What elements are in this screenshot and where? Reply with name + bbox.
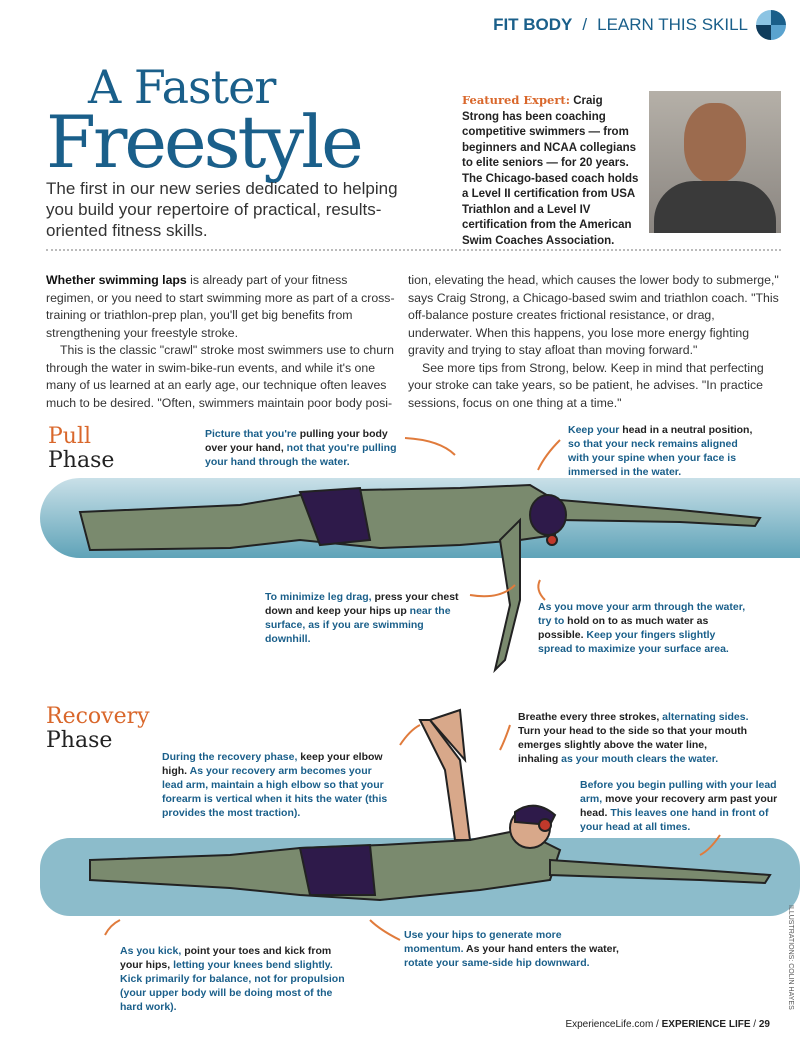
recovery-phase-title (46, 705, 150, 753)
page-number: 29 (758, 1019, 770, 1030)
recovery-note4-b: point your toes and kick from your hips, (120, 945, 332, 971)
recovery-note5-b: As your hand enters the water, (463, 943, 619, 955)
recovery-note3-b: move your recovery arm past your head. (580, 793, 778, 819)
recovery-title-a: Recovery (46, 704, 150, 729)
recovery-note2-c: Turn your head to the side so that your mouth emerges slightly above the water line, inhaling (518, 725, 748, 765)
pull-note1-a: Picture that you're (205, 428, 300, 440)
expert-bio: Craig Strong has been coaching competitive swimmers — from beginners and NCAA collegians to elite seniors — for 20 years. The Chicago-based coach holds a Level II certification from USA Triathlon and a Level IV certification from the American Swim Coaches Association. (462, 95, 639, 247)
recovery-note1-b: keep your elbow high. (162, 751, 383, 777)
pull-note4-a: As you move your arm through the water, try to (538, 601, 746, 627)
recovery-title-b: Phase (46, 728, 113, 753)
recovery-note3-a: Before you begin pulling with your lead arm, (580, 779, 777, 805)
pull-note3-c: near the surface, as if you are swimming downhill. (265, 605, 451, 645)
title-line-1: A Faster (88, 60, 276, 114)
recovery-note-1 (162, 750, 392, 820)
recovery-note-4 (120, 944, 355, 1014)
footer-magazine: EXPERIENCE LIFE (661, 1019, 751, 1030)
article-p2: This is the classic "crawl" stroke most swimmers use to churn through the water in swim-bike-run events, and while it's one many of us learned at an early age, our technique often leaves much to be desired. "Often, swimmers maintain poor body posi- (46, 343, 394, 410)
pull-note4-c: Keep your fingers slightly spread to maximize your surface area. (538, 629, 729, 655)
pull-title-a: Pull (48, 424, 92, 449)
recovery-note5-c: rotate your same-side hip downward. (404, 957, 590, 969)
section-name: FIT BODY (493, 15, 573, 34)
footer-sep: / (653, 1019, 662, 1030)
recovery-note3-c: This leaves one hand in front of your head at all times. (580, 807, 769, 833)
pull-note4-b: hold on to as much water as possible. (538, 615, 709, 641)
title-line-2: Freestyle (46, 100, 361, 184)
pull-note3-a: To minimize leg drag, (265, 591, 375, 603)
article-p3: tion, elevating the head, which causes the lower body to submerge," says Craig Strong, a Chicago-based swim and triathlon coach. "This off-balance posture creates frictional resistance, or drag, underwater. When this happens, you lose more energy fighting gravity and trying to stay afloat than moving forward." (408, 273, 779, 357)
article-p1: is already part of your fitness regimen, or you need to start swimming more as part of a cross-training or triathlon-prep plan, you'll get big benefits from strengthening your freestyle stroke. (46, 273, 395, 340)
pull-note1-c: not that you're pulling your hand through the water. (205, 442, 397, 468)
recovery-note4-a: As you kick, (120, 945, 185, 957)
pull-note2-b: head in a neutral position, (622, 424, 753, 436)
recovery-note-2 (518, 710, 750, 766)
pull-note-1 (205, 427, 405, 469)
recovery-note2-a: Breathe every three strokes, (518, 711, 660, 723)
recovery-note2-b: alternating sides. (659, 711, 749, 723)
pull-note-4 (538, 600, 748, 656)
pull-note3-b: press your chest down and keep your hips up (265, 591, 459, 617)
pull-note-2 (568, 423, 753, 479)
article-lead: Whether swimming laps (46, 273, 187, 287)
recovery-note-3 (580, 778, 780, 834)
expert-label: Featured Expert: (462, 93, 570, 107)
recovery-note5-a: Use your hips to generate more momentum. (404, 929, 562, 955)
article-p4: See more tips from Strong, below. Keep in mind that perfecting your stroke can take years, so be patient, he advises. "In practice sessions, focus on one thing at a time." (408, 360, 764, 410)
footer-site: ExperienceLife.com (565, 1019, 654, 1030)
recovery-note-5 (404, 928, 619, 970)
pull-note2-a: Keep your (568, 424, 623, 436)
recovery-note2-d: as your mouth clears the water. (558, 753, 719, 765)
header-separator: / (582, 15, 588, 34)
pull-note2-c: so that your neck remains aligned with your spine when your face is immersed in the water. (568, 438, 738, 478)
pull-note-3 (265, 590, 460, 646)
subsection-name: LEARN THIS SKILL (597, 15, 748, 34)
pull-note1-b: pulling your body over your hand, (205, 428, 388, 454)
intro-deck: The first in our new series dedicated to helping you build your repertoire of practical, results-oriented fitness skills. (46, 179, 398, 240)
recovery-note4-c: letting your knees bend slightly. Kick primarily for balance, not for propulsion (your upper body will be doing most of the hard work). (120, 959, 345, 1013)
recovery-note1-a: During the recovery phase, (162, 751, 301, 763)
page-footer: ExperienceLife.com / EXPERIENCE LIFE / 29 (565, 1019, 770, 1030)
recovery-note1-c: As your recovery arm becomes your lead arm, maintain a high elbow so that your forearm is vertical when it hits the water (this provides the most traction). (162, 765, 388, 819)
pull-title-b: Phase (48, 448, 115, 473)
illustration-credit: ILLUSTRATIONS: COLIN HAYES (787, 905, 794, 1010)
